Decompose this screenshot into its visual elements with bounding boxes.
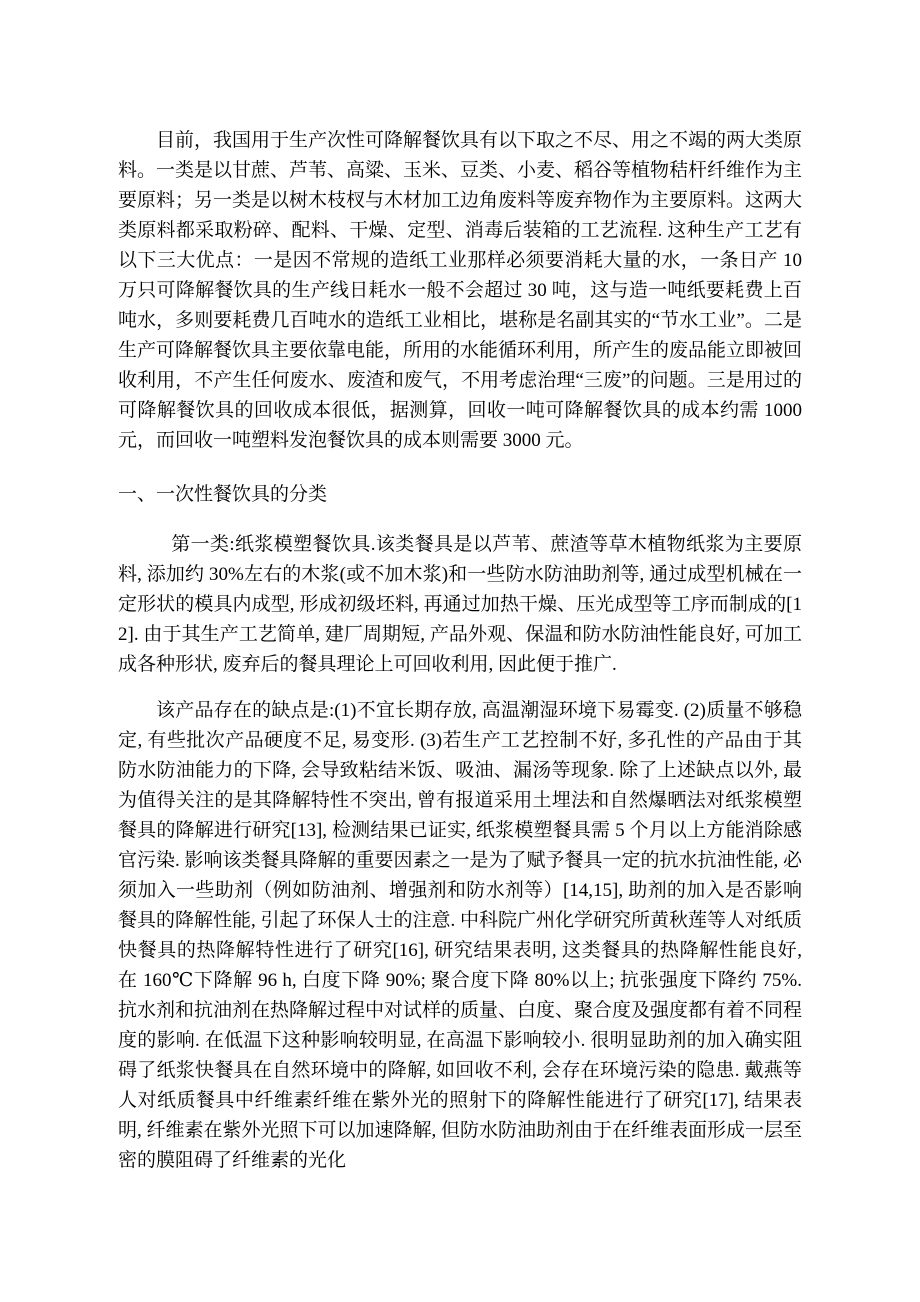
section-heading: 一、一次性餐饮具的分类 bbox=[118, 484, 328, 505]
paragraph-category-one: 第一类:纸浆模塑餐饮具.该类餐具是以芦苇、蔗渣等草木植物纸浆为主要原料, 添加约 30%左右的木浆(或不加木浆)和一些防水防油助剂等, 通过成型机械在一定形状的模具内成型, 形成初级坯料, 再通过加热干燥、压光成型等工序而制成的[12]. 由于其生产工艺简单, 建厂周期短, 产品外观、保温和防水防油性能良好, 可加工成各种形状, 废弃后的餐具理论上可回收利用, 因此便于推广. bbox=[118, 534, 802, 675]
paragraph-drawbacks: 该产品存在的缺点是:(1)不宜长期存放, 高温潮湿环境下易霉变. (2)质量不够稳定, 有些批次产品硬度不足, 易变形. (3)若生产工艺控制不好, 多孔性的产品由于其防水防油能力的下降, 会导致粘结米饭、吸油、漏汤等现象. 除了上述缺点以外, 最为值得关注的是其降解特性不突出, 曾有报道采用土埋法和自然爆晒法对纸浆模塑餐具的降解进行研究[13], 检测结果已证实, 纸浆模塑餐具需 5 个月以上方能消除感官污染. 影响该类餐具降解的重要因素之一是为了赋予餐具一定的抗水抗油性能, 必须加入一些助剂（例如防油剂、增强剂和防水剂等）[14,15], 助剂的加入是否影响餐具的降解性能, 引起了环保人士的注意. 中科院广州化学研究所黄秋莲等人对纸质快餐具的热降解特性进行了研究[16], 研究结果表明, 这类餐具的热降解性能良好, 在 160℃下降解 96 h, 白度下降 90%; 聚合度下降 80%以上; 抗张强度下降约 75%. 抗水剂和抗油剂在热降解过程中对试样的质量、白度、聚合度及强度都有着不同程度的影响. 在低温下这种影响较明显, 在高温下影响较小. 很明显助剂的加入确实阻碍了纸浆快餐具在自然环境中的降解, 如回收不利, 会存在环境污染的隐患. 戴燕等人对纸质餐具中纤维素纤维在紫外光的照射下的降解性能进行了研究[17], 结果表明, 纤维素在紫外光照下可以加速降解, 但防水防油助剂由于在纤维表面形成一层至密的膜阻碍了纤维素的光化 bbox=[118, 700, 803, 1171]
paragraph-intro: 目前，我国用于生产次性可降解餐饮具有以下取之不尽、用之不竭的两大类原料。一类是以甘蔗、芦苇、高粱、玉米、豆类、小麦、稻谷等植物秸杆纤维作为主要原料；另一类是以树木枝杈与木材加工边角废料等废弃物作为主要原料。这两大类原料都采取粉碎、配料、干燥、定型、消毒后装箱的工艺流程. 这种生产工艺有以下三大优点：一是因不常规的造纸工业那样必须要消耗大量的水，一条日产 10 万只可降解餐饮具的生产线日耗水一般不会超过 30 吨，这与造一吨纸要耗费上百吨水，多则要耗费几百吨水的造纸工业相比，堪称是名副其实的“节水工业”。二是生产可降解餐饮具主要依靠电能，所用的水能循环利用，所产生的废品能立即被回收利用，不产生任何废水、废渣和废气，不用考虑治理“三废”的问题。三是用过的可降解餐饮具的回收成本很低，据测算，回收一吨可降解餐饮具的成本约需 1000 元，而回收一吨塑料发泡餐饮具的成本则需要 3000 元。 bbox=[118, 130, 803, 451]
